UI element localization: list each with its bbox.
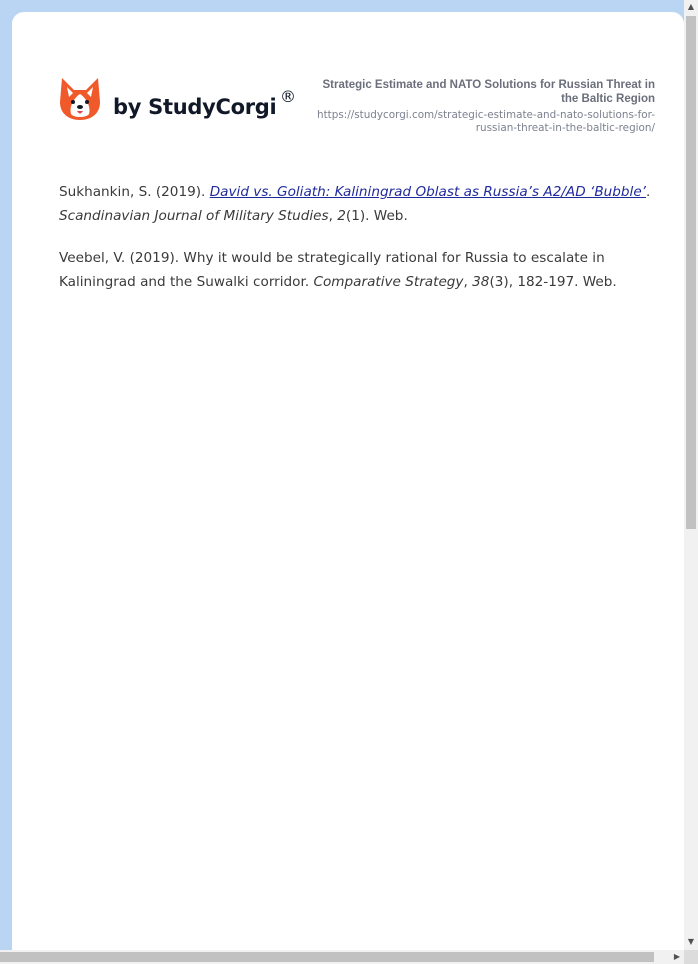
references-list (59, 180, 655, 312)
vertical-scrollbar[interactable] (684, 0, 698, 950)
reference-sep: , (463, 274, 473, 290)
reference-authors: Sukhankin, S. (2019). (59, 184, 210, 200)
page-header (59, 74, 655, 144)
studycorgi-logo[interactable] (59, 76, 309, 132)
horizontal-scroll-thumb[interactable] (0, 952, 654, 962)
reference-sep: , (328, 208, 338, 224)
reference-item (59, 246, 655, 294)
document-title: Strategic Estimate and NATO Solutions for Russian Threat in the Baltic Region (322, 79, 655, 105)
document-page (12, 12, 684, 950)
reference-tail: (1). Web. (345, 208, 408, 224)
reference-link[interactable]: David vs. Goliath: Kaliningrad Oblast as Russia’s A2/AD ‘Bubble’ (209, 184, 646, 200)
reference-text: Veebel, V. (2019). Why it would be strategically rational for Russia to escalate in Kaliningrad and the Suwalki corridor. (59, 250, 605, 290)
vertical-scroll-thumb[interactable] (686, 16, 696, 529)
reference-volume: 2 (337, 208, 346, 224)
reference-journal: Comparative Strategy (313, 274, 464, 290)
document-url[interactable]: https://studycorgi.com/strategic-estimate-and-nato-solutions-for-russian-threat-in-the-baltic-region/ (316, 109, 655, 134)
brand-name: by StudyCorgi (113, 95, 277, 119)
document-info (310, 78, 655, 135)
scroll-right-arrow[interactable]: ▶ (673, 952, 681, 961)
scroll-down-arrow[interactable]: ▼ (687, 937, 695, 946)
scrollbar-corner (684, 950, 698, 964)
scroll-up-arrow[interactable]: ▲ (687, 2, 695, 11)
reference-tail: (3), 182-197. Web. (489, 274, 617, 290)
reference-punct: . (646, 184, 651, 200)
corgi-logo-icon (59, 76, 101, 122)
horizontal-scrollbar[interactable] (0, 950, 684, 964)
reference-item (59, 180, 655, 228)
registered-mark: ® (280, 87, 296, 106)
reference-volume: 38 (472, 274, 490, 290)
reference-journal: Scandinavian Journal of Military Studies (59, 208, 329, 224)
